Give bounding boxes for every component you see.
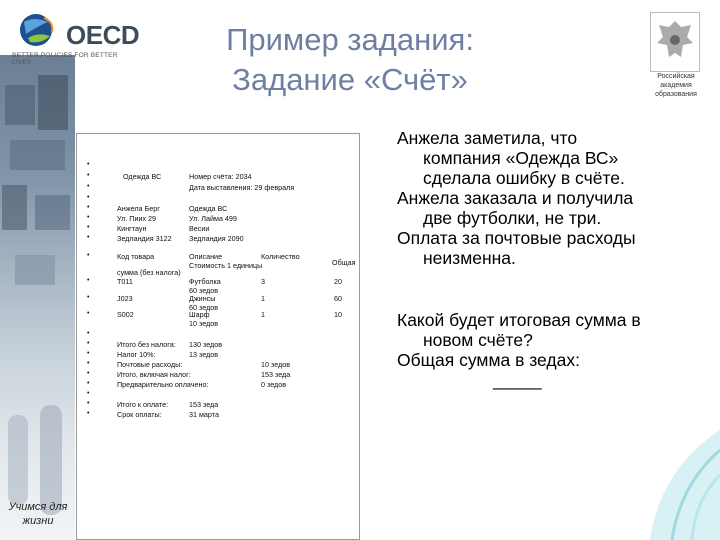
bullet: • xyxy=(87,380,90,387)
supplier-line: Ул. Лайма 499 xyxy=(189,214,237,223)
text-line: Общая сумма в зедах: xyxy=(397,350,580,370)
task-text xyxy=(397,128,697,390)
row-code: S002 xyxy=(117,310,134,319)
text-line: сделала ошибку в счёте. xyxy=(423,168,625,188)
slide-title xyxy=(200,20,500,100)
eagle-emblem-icon xyxy=(650,12,700,72)
sum-value: 0 зедов xyxy=(261,380,287,389)
due-value: 31 марта xyxy=(189,410,219,419)
col-header-total: Общая xyxy=(332,258,356,267)
bullet: • xyxy=(87,294,90,301)
corner-decoration xyxy=(640,430,720,540)
customer-line: Ул. Пиих 29 xyxy=(117,214,157,223)
academy-line: Российская xyxy=(657,73,695,80)
text-line: Анжела заметила, что xyxy=(397,128,578,148)
due-value: 153 зеда xyxy=(189,400,219,409)
row-desc: Джинсы xyxy=(189,294,216,303)
bullet: • xyxy=(87,172,90,179)
bullet: • xyxy=(87,277,90,284)
bullet: • xyxy=(87,390,90,397)
logo-text: OECD xyxy=(66,20,140,50)
row-price: 10 зедов xyxy=(189,319,219,328)
academy-line: академия xyxy=(660,82,692,89)
bullet: • xyxy=(87,234,90,241)
row-total: 10 xyxy=(334,310,342,319)
bullet: • xyxy=(87,161,90,168)
text-line: две футболки, не три. xyxy=(423,208,602,228)
row-total: 60 xyxy=(334,294,342,303)
row-code: J023 xyxy=(117,294,133,303)
bullet: • xyxy=(87,330,90,337)
academy-caption xyxy=(640,72,712,99)
customer-line: Анжела Берг xyxy=(117,204,160,213)
bullet: • xyxy=(87,214,90,221)
title-line: Пример задания: xyxy=(226,22,474,57)
row-code: T011 xyxy=(117,277,133,286)
question xyxy=(397,350,697,390)
text-line: Оплата за почтовые расходы xyxy=(397,228,636,248)
text-line: Какой будет итоговая сумма в xyxy=(397,310,641,330)
row-qty: 3 xyxy=(261,277,265,286)
text-line: новом счёте? xyxy=(423,330,533,350)
sum-value: 10 зедов xyxy=(261,360,291,369)
sum-label: Итого, включая налог: xyxy=(117,370,191,379)
oecd-logo xyxy=(8,12,140,66)
sum-label: Итого без налога: xyxy=(117,340,176,349)
sum-label: Почтовые расходы: xyxy=(117,360,183,369)
motto-line: жизни xyxy=(22,515,54,527)
row-qty: 1 xyxy=(261,294,265,303)
paragraph xyxy=(397,188,697,228)
row-desc: Шарф xyxy=(189,310,210,319)
bullet: • xyxy=(87,360,90,367)
globe-icon xyxy=(14,12,62,48)
col-header-total2: сумма (без налога) xyxy=(117,268,181,277)
text-line: неизменна. xyxy=(423,248,516,268)
bullet: • xyxy=(87,400,90,407)
col-header-code: Код товара xyxy=(117,252,155,261)
answer-blank: _____ xyxy=(493,370,542,390)
sum-label: Налог 10%: xyxy=(117,350,156,359)
customer-line: Кингтаун xyxy=(117,224,147,233)
text-line: компания «Одежда ВС» xyxy=(423,148,619,168)
bullet: • xyxy=(87,350,90,357)
company-name: Одежда ВС xyxy=(123,172,162,181)
row-desc: Футболка xyxy=(189,277,221,286)
sum-label: Предварительно оплачено: xyxy=(117,380,209,389)
sidebar-photo-strip xyxy=(0,55,75,540)
bullet: • xyxy=(87,224,90,231)
row-price: 60 зедов xyxy=(189,286,219,295)
bullet: • xyxy=(87,410,90,417)
row-price: 60 зедов xyxy=(189,303,219,312)
due-label: Срок оплаты: xyxy=(117,410,162,419)
row-qty: 1 xyxy=(261,310,265,319)
motto-line: Учимся для xyxy=(8,501,68,513)
bullet: • xyxy=(87,183,90,190)
supplier-line: Весии xyxy=(189,224,210,233)
title-line: Задание «Счёт» xyxy=(232,62,468,97)
sum-value: 153 зеда xyxy=(261,370,291,379)
text-line: Анжела заказала и получила xyxy=(397,188,634,208)
supplier-line: Одежда ВС xyxy=(189,204,228,213)
question xyxy=(397,310,697,350)
due-label: Итого к оплате: xyxy=(117,400,169,409)
supplier-line: Зедландия 2090 xyxy=(189,234,244,243)
issue-date: Дата выставления: 29 февраля xyxy=(189,183,295,192)
paragraph xyxy=(397,128,697,188)
invoice-document xyxy=(76,133,360,540)
motto xyxy=(2,500,74,528)
logo-tagline: BETTER POLICIES FOR BETTER LIVES xyxy=(12,52,118,66)
col-header-qty: Количество xyxy=(261,252,300,261)
bullet: • xyxy=(87,340,90,347)
sum-value: 130 зедов xyxy=(189,340,223,349)
paragraph xyxy=(397,228,697,268)
bullet: • xyxy=(87,194,90,201)
row-total: 20 xyxy=(334,277,342,286)
col-header-desc: Описание xyxy=(189,252,223,261)
customer-line: Зедландия 3122 xyxy=(117,234,172,243)
bullet: • xyxy=(87,370,90,377)
invoice-number: Номер счёта: 2034 xyxy=(189,172,252,181)
sum-value: 13 зедов xyxy=(189,350,219,359)
academy-line: образования xyxy=(655,91,697,98)
bullet: • xyxy=(87,310,90,317)
bullet: • xyxy=(87,252,90,259)
col-header-unit: Стоимость 1 единицы xyxy=(189,261,263,270)
bullet: • xyxy=(87,204,90,211)
